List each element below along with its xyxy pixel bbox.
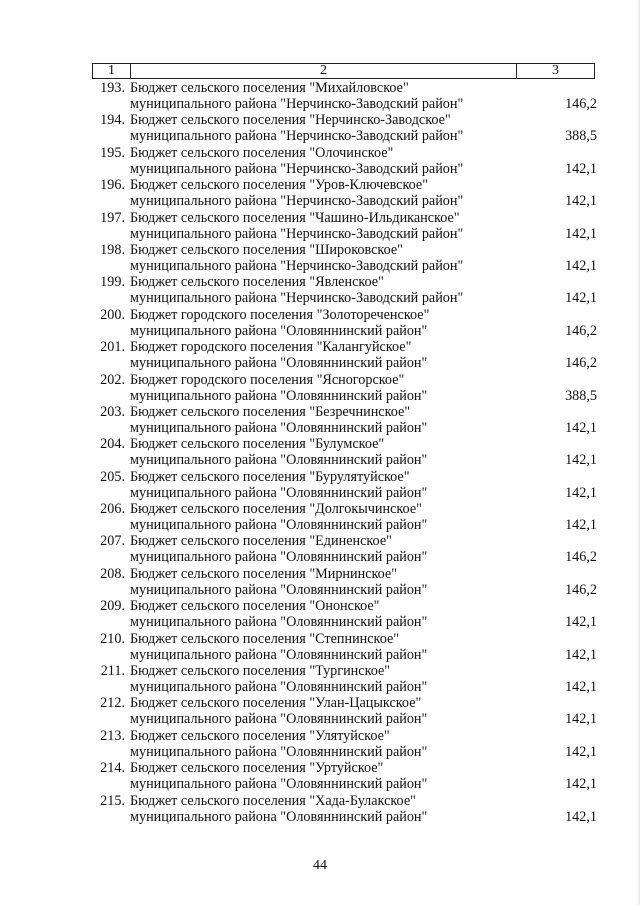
row-number: 211. bbox=[100, 663, 125, 680]
row-value: 142,1 bbox=[565, 419, 597, 436]
page-number: 44 bbox=[313, 858, 327, 873]
table-row bbox=[92, 80, 597, 112]
row-name-line-2: муниципального района "Оловяннинский район" bbox=[130, 646, 428, 663]
row-name-line-1: Бюджет сельского поселения "Уров-Ключевское" bbox=[130, 177, 429, 194]
row-name-line-1: Бюджет городского поселения "Калангуйское" bbox=[130, 339, 412, 356]
table-row bbox=[92, 598, 597, 630]
table-row bbox=[92, 663, 597, 695]
row-number: 212. bbox=[100, 695, 125, 712]
row-number: 203. bbox=[100, 403, 125, 420]
row-name-line-1: Бюджет сельского поселения "Чашино-Ильдиканское" bbox=[130, 209, 460, 226]
table-header bbox=[92, 63, 595, 79]
row-name-line-2: муниципального района "Оловяннинский район" bbox=[130, 419, 428, 436]
row-number: 207. bbox=[100, 533, 125, 550]
table-row bbox=[92, 242, 597, 274]
row-number: 201. bbox=[100, 339, 125, 356]
row-value: 142,1 bbox=[565, 711, 597, 728]
row-value: 142,1 bbox=[565, 743, 597, 760]
row-name-line-1: Бюджет сельского поселения "Ононское" bbox=[130, 598, 380, 615]
table-row bbox=[92, 695, 597, 727]
table-row bbox=[92, 436, 597, 468]
table-row bbox=[92, 210, 597, 242]
row-name-line-1: Бюджет сельского поселения "Улан-Цацыкское" bbox=[130, 695, 422, 712]
row-name-line-2: муниципального района "Оловяннинский район" bbox=[130, 711, 428, 728]
row-number: 198. bbox=[100, 241, 125, 258]
row-number: 205. bbox=[100, 468, 125, 485]
table-body bbox=[92, 80, 597, 825]
row-value: 142,1 bbox=[565, 517, 597, 534]
row-name-line-2: муниципального района "Оловяннинский район" bbox=[130, 484, 428, 501]
row-name-line-1: Бюджет сельского поселения "Мирнинское" bbox=[130, 565, 398, 582]
table-row bbox=[92, 469, 597, 501]
row-value: 146,2 bbox=[565, 581, 597, 598]
row-name-line-2: муниципального района "Оловяннинский район" bbox=[130, 743, 428, 760]
row-name-line-2: муниципального района "Оловяннинский район" bbox=[130, 355, 428, 372]
row-name-line-2: муниципального района "Нерчинско-Заводский район" bbox=[130, 193, 464, 210]
row-value: 142,1 bbox=[565, 225, 597, 242]
row-name-line-2: муниципального района "Нерчинско-Заводский район" bbox=[130, 96, 464, 112]
row-number: 214. bbox=[100, 760, 125, 777]
row-name-line-1: Бюджет сельского поселения "Долгокычинское" bbox=[130, 501, 422, 518]
table-row bbox=[92, 631, 597, 663]
row-name-line-1: Бюджет городского поселения "Ясногорское" bbox=[130, 371, 405, 388]
row-name-line-2: муниципального района "Оловяннинский район" bbox=[130, 776, 428, 793]
header-col-1: 1 bbox=[93, 64, 131, 78]
row-value: 142,1 bbox=[565, 776, 597, 793]
row-value: 142,1 bbox=[565, 290, 597, 307]
row-name-line-2: муниципального района "Оловяннинский район" bbox=[130, 517, 428, 534]
row-name-line-2: муниципального района "Нерчинско-Заводский район" bbox=[130, 257, 464, 274]
row-number: 196. bbox=[100, 177, 125, 194]
table-row bbox=[92, 501, 597, 533]
row-name-line-2: муниципального района "Оловяннинский район" bbox=[130, 581, 428, 598]
table-row bbox=[92, 339, 597, 371]
table-row bbox=[92, 760, 597, 792]
row-value: 146,2 bbox=[565, 96, 597, 112]
row-name-line-1: Бюджет сельского поселения "Нерчинско-Заводское" bbox=[130, 112, 451, 129]
table-row bbox=[92, 404, 597, 436]
row-name-line-2: муниципального района "Нерчинско-Заводский район" bbox=[130, 225, 464, 242]
row-number: 199. bbox=[100, 274, 125, 291]
row-name-line-1: Бюджет сельского поселения "Бурулятуйское" bbox=[130, 468, 410, 485]
row-value: 146,2 bbox=[565, 549, 597, 566]
row-value: 142,1 bbox=[565, 679, 597, 696]
row-name-line-2: муниципального района "Нерчинско-Заводский район" bbox=[130, 160, 464, 177]
row-value: 142,1 bbox=[565, 808, 597, 825]
table-row bbox=[92, 372, 597, 404]
row-value: 142,1 bbox=[565, 484, 597, 501]
table-row bbox=[92, 566, 597, 598]
row-name-line-2: муниципального района "Оловяннинский район" bbox=[130, 387, 428, 404]
row-name-line-1: Бюджет городского поселения "Золотореченское" bbox=[130, 306, 430, 323]
table-row bbox=[92, 112, 597, 144]
row-value: 146,2 bbox=[565, 322, 597, 339]
row-name-line-2: муниципального района "Оловяннинский район" bbox=[130, 322, 428, 339]
table-row bbox=[92, 793, 597, 825]
table-row bbox=[92, 177, 597, 209]
header-col-2: 2 bbox=[131, 64, 517, 78]
row-name-line-2: муниципального района "Оловяннинский район" bbox=[130, 614, 428, 631]
table-row bbox=[92, 145, 597, 177]
header-col-3: 3 bbox=[552, 63, 559, 78]
row-value: 142,1 bbox=[565, 614, 597, 631]
row-name-line-2: муниципального района "Нерчинско-Заводский район" bbox=[130, 290, 464, 307]
row-value: 142,1 bbox=[565, 646, 597, 663]
row-name-line-1: Бюджет сельского поселения "Уртуйское" bbox=[130, 760, 384, 777]
row-number: 193. bbox=[100, 80, 125, 96]
row-name-line-1: Бюджет сельского поселения "Безречнинское" bbox=[130, 403, 411, 420]
row-number: 194. bbox=[100, 112, 125, 129]
row-number: 210. bbox=[100, 630, 125, 647]
row-name-line-2: муниципального района "Оловяннинский район" bbox=[130, 452, 428, 469]
row-number: 202. bbox=[100, 371, 125, 388]
row-number: 197. bbox=[100, 209, 125, 226]
row-value: 142,1 bbox=[565, 257, 597, 274]
row-value: 388,5 bbox=[565, 387, 597, 404]
row-name-line-1: Бюджет сельского поселения "Булумское" bbox=[130, 436, 385, 453]
table-row bbox=[92, 533, 597, 565]
table-row bbox=[92, 274, 597, 306]
row-value: 142,1 bbox=[565, 452, 597, 469]
row-name-line-2: муниципального района "Нерчинско-Заводский район" bbox=[130, 128, 464, 145]
row-value: 146,2 bbox=[565, 355, 597, 372]
row-value: 142,1 bbox=[565, 160, 597, 177]
row-number: 213. bbox=[100, 727, 125, 744]
row-number: 206. bbox=[100, 501, 125, 518]
row-number: 204. bbox=[100, 436, 125, 453]
row-name-line-2: муниципального района "Оловяннинский район" bbox=[130, 549, 428, 566]
row-name-line-1: Бюджет сельского поселения "Единенское" bbox=[130, 533, 392, 550]
row-name-line-2: муниципального района "Оловяннинский район" bbox=[130, 808, 428, 825]
table-row bbox=[92, 307, 597, 339]
row-name-line-1: Бюджет сельского поселения "Улятуйское" bbox=[130, 727, 390, 744]
row-number: 208. bbox=[100, 565, 125, 582]
row-number: 200. bbox=[100, 306, 125, 323]
row-number: 195. bbox=[100, 144, 125, 161]
row-name-line-1: Бюджет сельского поселения "Широковское" bbox=[130, 241, 403, 258]
row-name-line-1: Бюджет сельского поселения "Олочинское" bbox=[130, 144, 394, 161]
row-name-line-1: Бюджет сельского поселения "Степнинское" bbox=[130, 630, 400, 647]
table-row bbox=[92, 728, 597, 760]
row-value: 142,1 bbox=[565, 193, 597, 210]
row-number: 209. bbox=[100, 598, 125, 615]
row-number: 215. bbox=[100, 792, 125, 809]
row-name-line-2: муниципального района "Оловяннинский район" bbox=[130, 679, 428, 696]
row-name-line-1: Бюджет сельского поселения "Хада-Булакское" bbox=[130, 792, 416, 809]
row-name-line-1: Бюджет сельского поселения "Тургинское" bbox=[130, 663, 391, 680]
row-name-line-1: Бюджет сельского поселения "Явленское" bbox=[130, 274, 384, 291]
row-name-line-1: Бюджет сельского поселения "Михайловское" bbox=[130, 80, 409, 96]
row-value: 388,5 bbox=[565, 128, 597, 145]
